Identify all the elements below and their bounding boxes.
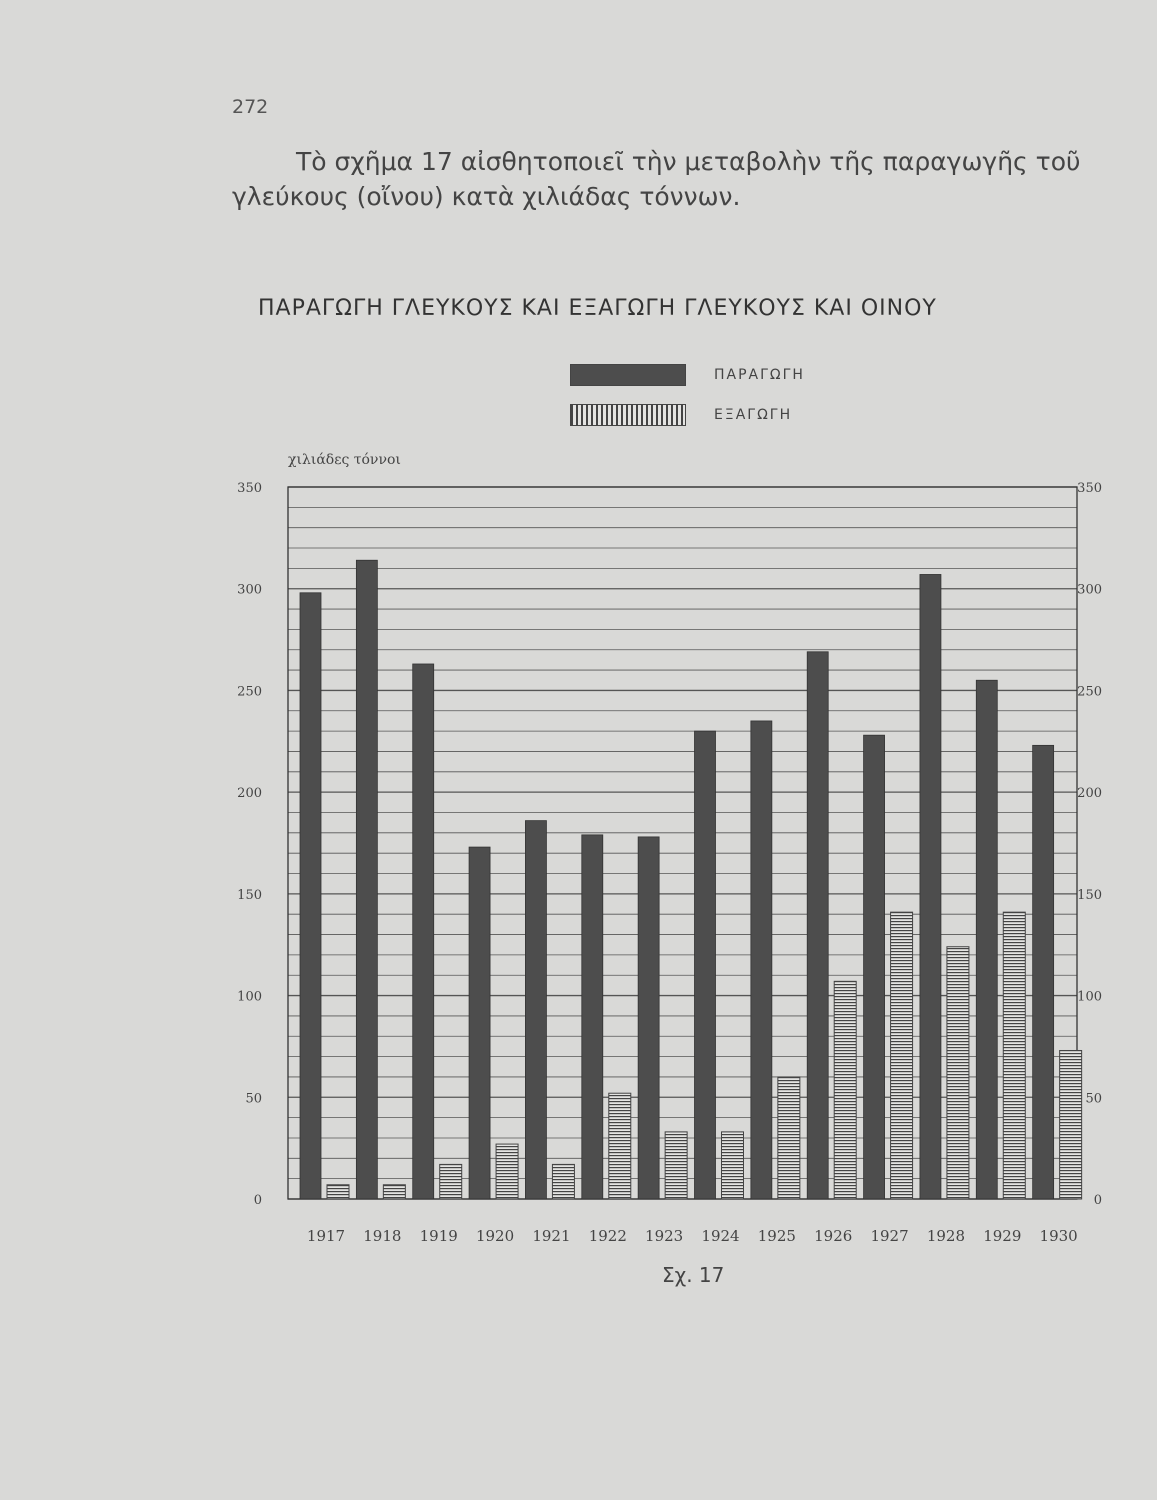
y-tick-label-right: 250 <box>1077 684 1102 700</box>
y-tick-label-right: 0 <box>1093 1193 1102 1208</box>
bar-export <box>778 1077 800 1199</box>
bar-production <box>525 821 546 1199</box>
y-tick-label-right: 300 <box>1077 582 1102 598</box>
bar-production <box>356 560 377 1199</box>
y-tick-label-left: 350 <box>237 481 262 496</box>
bar-production <box>582 835 603 1199</box>
x-tick-label: 1922 <box>588 1227 627 1245</box>
bar-export <box>1003 912 1025 1199</box>
intro-paragraph: Τὸ σχῆμα 17 αἰσθητοποιεῖ τὴν μεταβολὴν τῆς παραγωγῆς τοῦ γλεύκους (οἴνου) κατὰ χιλιάδας τόννων. <box>232 147 1081 211</box>
bar-production <box>920 574 941 1199</box>
bar-export <box>722 1132 744 1199</box>
bar-export <box>552 1164 574 1199</box>
x-tick-label: 1918 <box>363 1227 402 1245</box>
page-number: 272 <box>232 96 269 118</box>
x-tick-label: 1929 <box>983 1227 1022 1245</box>
y-tick-label-left: 300 <box>237 582 262 598</box>
y-tick-label-right: 200 <box>1077 786 1102 802</box>
bar-production <box>300 593 321 1199</box>
bar-production <box>469 847 490 1199</box>
bar-export <box>891 912 913 1199</box>
y-tick-label-right: 100 <box>1077 989 1102 1005</box>
x-tick-label: 1924 <box>701 1227 740 1245</box>
y-tick-label-left: 100 <box>237 989 262 1005</box>
chart-title: ΠΑΡΑΓΩΓΗ ΓΛΕΥΚΟΥΣ ΚΑΙ ΕΞΑΓΩΓΗ ΓΛΕΥΚΟΥΣ ΚΑΙ ΟΙΝΟΥ <box>258 296 937 321</box>
x-tick-label: 1921 <box>532 1227 571 1245</box>
y-tick-label-left: 0 <box>253 1193 262 1208</box>
legend-label-production: ΠΑΡΑΓΩΓΗ <box>714 367 805 383</box>
y-axis-label: χιλιάδες τόννοι <box>288 452 401 468</box>
bar-production <box>807 652 828 1199</box>
bar-export <box>947 947 969 1199</box>
chart-bars <box>300 560 1082 1199</box>
x-tick-label: 1923 <box>645 1227 684 1245</box>
figure-caption: Σχ. 17 <box>662 1263 725 1287</box>
bar-production <box>638 837 659 1199</box>
bar-production <box>751 721 772 1199</box>
y-tick-label-left: 200 <box>237 786 262 802</box>
bar-production <box>864 735 885 1199</box>
bar-export <box>1060 1050 1082 1199</box>
y-tick-label-left: 50 <box>245 1091 262 1107</box>
bar-production <box>413 664 434 1199</box>
x-tick-label: 1919 <box>419 1227 458 1245</box>
x-tick-label: 1926 <box>814 1227 853 1245</box>
y-tick-label-left: 150 <box>237 887 262 903</box>
bar-export <box>496 1144 518 1199</box>
bar-production <box>1033 745 1054 1199</box>
bar-export <box>440 1164 462 1199</box>
bar-export <box>383 1185 405 1199</box>
x-tick-label: 1930 <box>1039 1227 1078 1245</box>
x-tick-label: 1927 <box>870 1227 909 1245</box>
bar-export <box>834 981 856 1199</box>
y-tick-label-right: 350 <box>1077 481 1102 496</box>
y-tick-label-right: 50 <box>1085 1091 1102 1107</box>
x-tick-label: 1928 <box>926 1227 966 1245</box>
bar-export <box>327 1185 349 1199</box>
x-tick-label: 1925 <box>757 1227 796 1245</box>
x-tick-label: 1920 <box>475 1227 515 1245</box>
bar-export <box>665 1132 687 1199</box>
bar-export <box>609 1093 631 1199</box>
bar-production <box>976 680 997 1199</box>
legend-label-export: ΕΞΑΓΩΓΗ <box>714 407 793 423</box>
x-tick-label: 1917 <box>306 1227 346 1245</box>
y-tick-label-right: 150 <box>1077 887 1102 903</box>
y-tick-label-left: 250 <box>237 684 262 700</box>
bar-production <box>695 731 716 1199</box>
